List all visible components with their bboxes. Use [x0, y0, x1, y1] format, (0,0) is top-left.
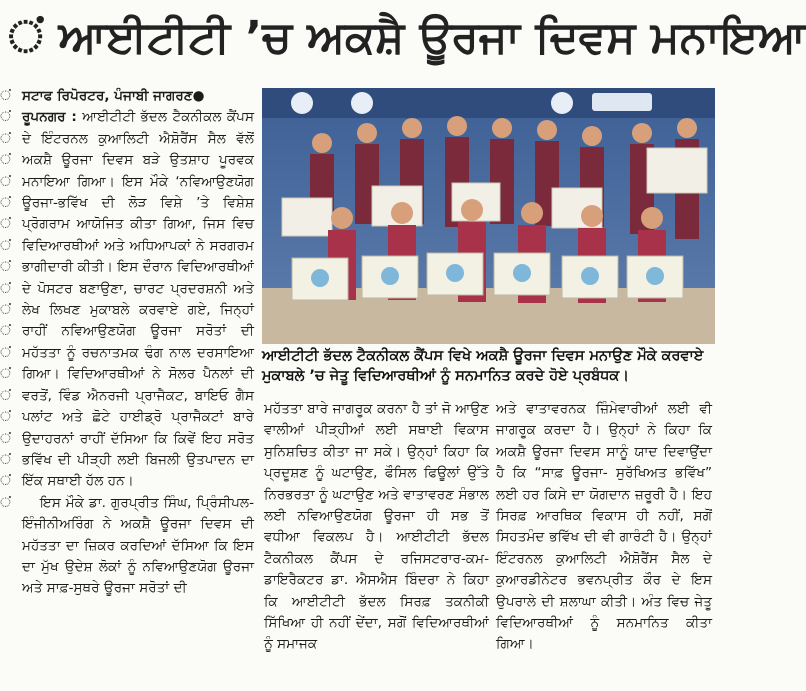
article-column-2: [264, 399, 489, 687]
previous-column-line: ਂ: [0, 109, 11, 126]
previous-column-line: ਂ: [0, 173, 11, 190]
previous-column-line: ਂ: [0, 88, 11, 104]
previous-column-line: ਂ: [0, 280, 11, 297]
previous-column-line: ਂ: [0, 237, 11, 254]
byline-bullet: ●: [192, 88, 205, 104]
previous-column-line: ਂ: [0, 409, 11, 426]
previous-column-line: ਂ: [0, 344, 11, 361]
previous-column-line: ਂ: [0, 130, 11, 147]
paragraph-1: [22, 107, 254, 492]
photo-caption: ਆਈਟੀਟੀ ਭੱਦਲ ਟੈਕਨੀਕਲ ਕੈਂਪਸ ਵਿਖੇ ਅਕਸ਼ੈ ਊਰਜਾ ਦਿਵਸ ਮਨਾਉਣ ਮੌਕੇ ਕਰਵਾਏ ਮੁਕਾਬਲੇ ’ਚ ਜੇਤੂ ਵਿਦਿਆਰਥੀਆਂ ਨੂੰ ਸਨਮਾਨਿਤ ਕਰਦੇ ਹੋਏ ਪ੍ਰਬੰਧਕ।: [262, 348, 704, 384]
column-2-text: ਮਹੱਤਤਾ ਬਾਰੇ ਜਾਗਰੂਕ ਕਰਨਾ ਹੈ ਤਾਂ ਜੋ ਆਉਣ ਵਾਲੀਆਂ ਪੀੜ੍ਹੀਆਂ ਲਈ ਸਥਾਈ ਵਿਕਾਸ ਸੁਨਿਸ਼ਚਿਤ ਕੀਤਾ ਜਾ ਸਕੇ। ਉਨ੍ਹਾਂ ਕਿਹਾ ਕਿ ਪ੍ਰਦੂਸ਼ਣ ਨੂੰ ਘਟਾਉਣ, ਫੌਸਿਲ ਫਿਊਲਾਂ ਉੱਤੇ ਨਿਰਭਰਤਾ ਨੂੰ ਘਟਾਉਣ ਅਤੇ ਵਾਤਾਵਰਣ ਸੰਭਾਲ ਲਈ ਨਵਿਆਉਣਯੋਗ ਊਰਜਾ ਹੀ ਸਭ ਤੋਂ ਵਧੀਆ ਵਿਕਲਪ ਹੈ। ਆਈਟੀਟੀ ਭੱਦਲ ਟੈਕਨੀਕਲ ਕੈਂਪਸ ਦੇ ਰਜਿਸਟਰਾਰ-ਕਮ-ਡਾਇਰੈਕਟਰ ਡਾ. ਐਸਐਸ ਬਿੰਦਰਾ ਨੇ ਕਿਹਾ ਕਿ ਆਈਟੀਟੀ ਭੱਦਲ ਸਿਰਫ਼ ਤਕਨੀਕੀ ਸਿੱਖਿਆ ਹੀ ਨਹੀਂ ਦੇਂਦਾ, ਸਗੋਂ ਵਿਦਿਆਰਥੀਆਂ ਨੂੰ ਸਮਾਜਕ: [264, 401, 489, 653]
previous-column-line: ਂ: [0, 366, 11, 383]
previous-column-line: ਂ: [0, 216, 11, 233]
article-column-1: [22, 86, 254, 686]
event-photo: [262, 88, 715, 344]
previous-column-line: ਂ: [0, 323, 11, 340]
column-3-text: ਅਤੇ ਵਾਤਾਵਰਨਕ ਜ਼ਿੰਮੇਵਾਰੀਆਂ ਲਈ ਵੀ ਜਾਗਰੂਕ ਕਰਦਾ ਹੈ। ਉਨ੍ਹਾਂ ਨੇ ਕਿਹਾ ਕਿ ਅਕਸ਼ੈ ਊਰਜਾ ਦਿਵਸ ਸਾਨੂੰ ਯਾਦ ਦਿਵਾਉਂਦਾ ਹੈ ਕਿ “ਸਾਫ਼ ਊਰਜਾ- ਸੁਰੱਖਿਅਤ ਭਵਿੱਖ” ਲਈ ਹਰ ਕਿਸੇ ਦਾ ਯੋਗਦਾਨ ਜ਼ਰੂਰੀ ਹੈ। ਇਹ ਸਿਰਫ਼ ਆਰਥਿਕ ਵਿਕਾਸ ਹੀ ਨਹੀਂ, ਸਗੋਂ ਸਿਹਤਮੰਦ ਭਵਿੱਖ ਦੀ ਵੀ ਗਾਰੰਟੀ ਹੈ। ਉਨ੍ਹਾਂ ਇੰਟਰਨਲ ਕੁਆਲਿਟੀ ਐਸ਼ੋਰੈਂਸ ਸੈਲ ਦੇ ਕੁਆਰਡੀਨੇਟਰ ਭਵਨਪ੍ਰੀਤ ਕੌਰ ਦੇ ਇਸ ਉਪਰਾਲੇ ਦੀ ਸ਼ਲਾਘਾ ਕੀਤੀ। ਅੰਤ ਵਿਚ ਜੇਤੂ ਵਿਦਿਆਰਥੀਆਂ ਨੂੰ ਸਨਮਾਨਿਤ ਕੀਤਾ ਗਿਆ।: [496, 401, 712, 653]
previous-column-line: ਂ: [0, 259, 11, 276]
previous-column-line: ਂ: [0, 195, 11, 212]
paragraph-1-text: ਆਈਟੀਟੀ ਭੱਦਲ ਟੈਕਨੀਕਲ ਕੈਂਪਸ ਦੇ ਇੰਟਰਨਲ ਕੁਆਲਿਟੀ ਐਸ਼ੋਰੈਂਸ ਸੈਲ ਵੱਲੋਂ ਅਕਸ਼ੈ ਊਰਜਾ ਦਿਵਸ ਬੜੇ ਉਤਸ਼ਾਹ ਪੂਰਵਕ ਮਨਾਇਆ ਗਿਆ। ਇਸ ਮੌਕੇ ‘ਨਵਿਆਉਣਯੋਗ ਊਰਜਾ-ਭਵਿੱਖ ਦੀ ਲੋੜ ਵਿਸ਼ੇ ’ਤੇ ਵਿਸ਼ੇਸ਼ ਪ੍ਰੋਗਰਾਮ ਆਯੋਜਿਤ ਕੀਤਾ ਗਿਆ, ਜਿਸ ਵਿਚ ਵਿਦਿਆਰਥੀਆਂ ਅਤੇ ਅਧਿਆਪਕਾਂ ਨੇ ਸਰਗਰਮ ਭਾਗੀਦਾਰੀ ਕੀਤੀ। ਇਸ ਦੌਰਾਨ ਵਿਦਿਆਰਥੀਆਂ ਦੇ ਪੋਸਟਰ ਬਣਾਉਣਾ, ਚਾਰਟ ਪ੍ਰਦਰਸ਼ਨੀ ਅਤੇ ਲੇਖ ਲਿਖਣ ਮੁਕਾਬਲੇ ਕਰਵਾਏ ਗਏ, ਜਿਨ੍ਹਾਂ ਰਾਹੀਂ ਨਵਿਆਉਣਯੋਗ ਊਰਜਾ ਸਰੋਤਾਂ ਦੀ ਮਹੱਤਤਾ ਨੂੰ ਰਚਨਾਤਮਕ ਢੰਗ ਨਾਲ ਦਰਸਾਇਆ ਗਿਆ। ਵਿਦਿਆਰਥੀਆਂ ਨੇ ਸੋਲਰ ਪੈਨਲਾਂ ਦੀ ਵਰਤੋਂ, ਵਿੰਡ ਐਨਰਜੀ ਪ੍ਰਾਜੈਕਟ, ਬਾਇਓ ਗੈਸ ਪਲਾਂਟ ਅਤੇ ਛੋਟੇ ਹਾਈਡ੍ਰੋ ਪ੍ਰਾਜੈਕਟਾਂ ਬਾਰੇ ਉਦਾਹਰਨਾਂ ਰਾਹੀਂ ਦੱਸਿਆ ਕਿ ਕਿਵੇਂ ਇਹ ਸਰੋਤ ਭਵਿੱਖ ਦੀ ਪੀੜ੍ਹੀ ਲਈ ਬਿਜਲੀ ਉਤਪਾਦਨ ਦਾ ਇੱਕ ਸਥਾਈ ਹੱਲ ਹਨ।: [22, 109, 254, 490]
previous-column-line: ਂ: [0, 302, 11, 319]
previous-column-line: ਂ: [0, 451, 11, 468]
headline: ਂ ਆਈਟੀਟੀ ’ਚ ਅਕਸ਼ੈ ਊਰਜਾ ਦਿਵਸ ਮਨਾਇਆ: [8, 12, 806, 63]
byline-row: [22, 86, 254, 107]
previous-column-edge: [0, 86, 14, 556]
headline-strip: [0, 0, 806, 78]
previous-column-line: ਂ: [0, 494, 11, 511]
previous-column-line: ਂ: [0, 430, 11, 447]
event-photo-illustration: [262, 88, 715, 344]
previous-column-line: ਂ: [0, 387, 11, 404]
article-column-3: [496, 399, 712, 687]
byline: ਸਟਾਫ ਰਿਪੋਰਟਰ, ਪੰਜਾਬੀ ਜਾਗਰਣ: [22, 88, 193, 104]
paragraph-2: [22, 493, 254, 600]
previous-column-line: ਂ: [0, 473, 11, 490]
paragraph-2-text: ਇਸ ਮੌਕੇ ਡਾ. ਗੁਰਪ੍ਰੀਤ ਸਿੰਘ, ਪ੍ਰਿੰਸੀਪਲ-ਇੰਜੀਨੀਅਰਿੰਗ ਨੇ ਅਕਸ਼ੈ ਊਰਜਾ ਦਿਵਸ ਦੀ ਮਹੱਤਤਾ ਦਾ ਜ਼ਿਕਰ ਕਰਦਿਆਂ ਦੱਸਿਆ ਕਿ ਇਸ ਦਾ ਮੁੱਖ ਉਦੇਸ਼ ਲੋਕਾਂ ਨੂੰ ਨਵਿਆਉਣਯੋਗ ਊਰਜਾ ਅਤੇ ਸਾਫ਼-ਸੁਥਰੇ ਊਰਜਾ ਸਰੋਤਾਂ ਦੀ: [22, 494, 254, 597]
dateline: ਰੂਪਨਗਰ :: [22, 109, 77, 126]
previous-column-line: ਂ: [0, 152, 11, 169]
